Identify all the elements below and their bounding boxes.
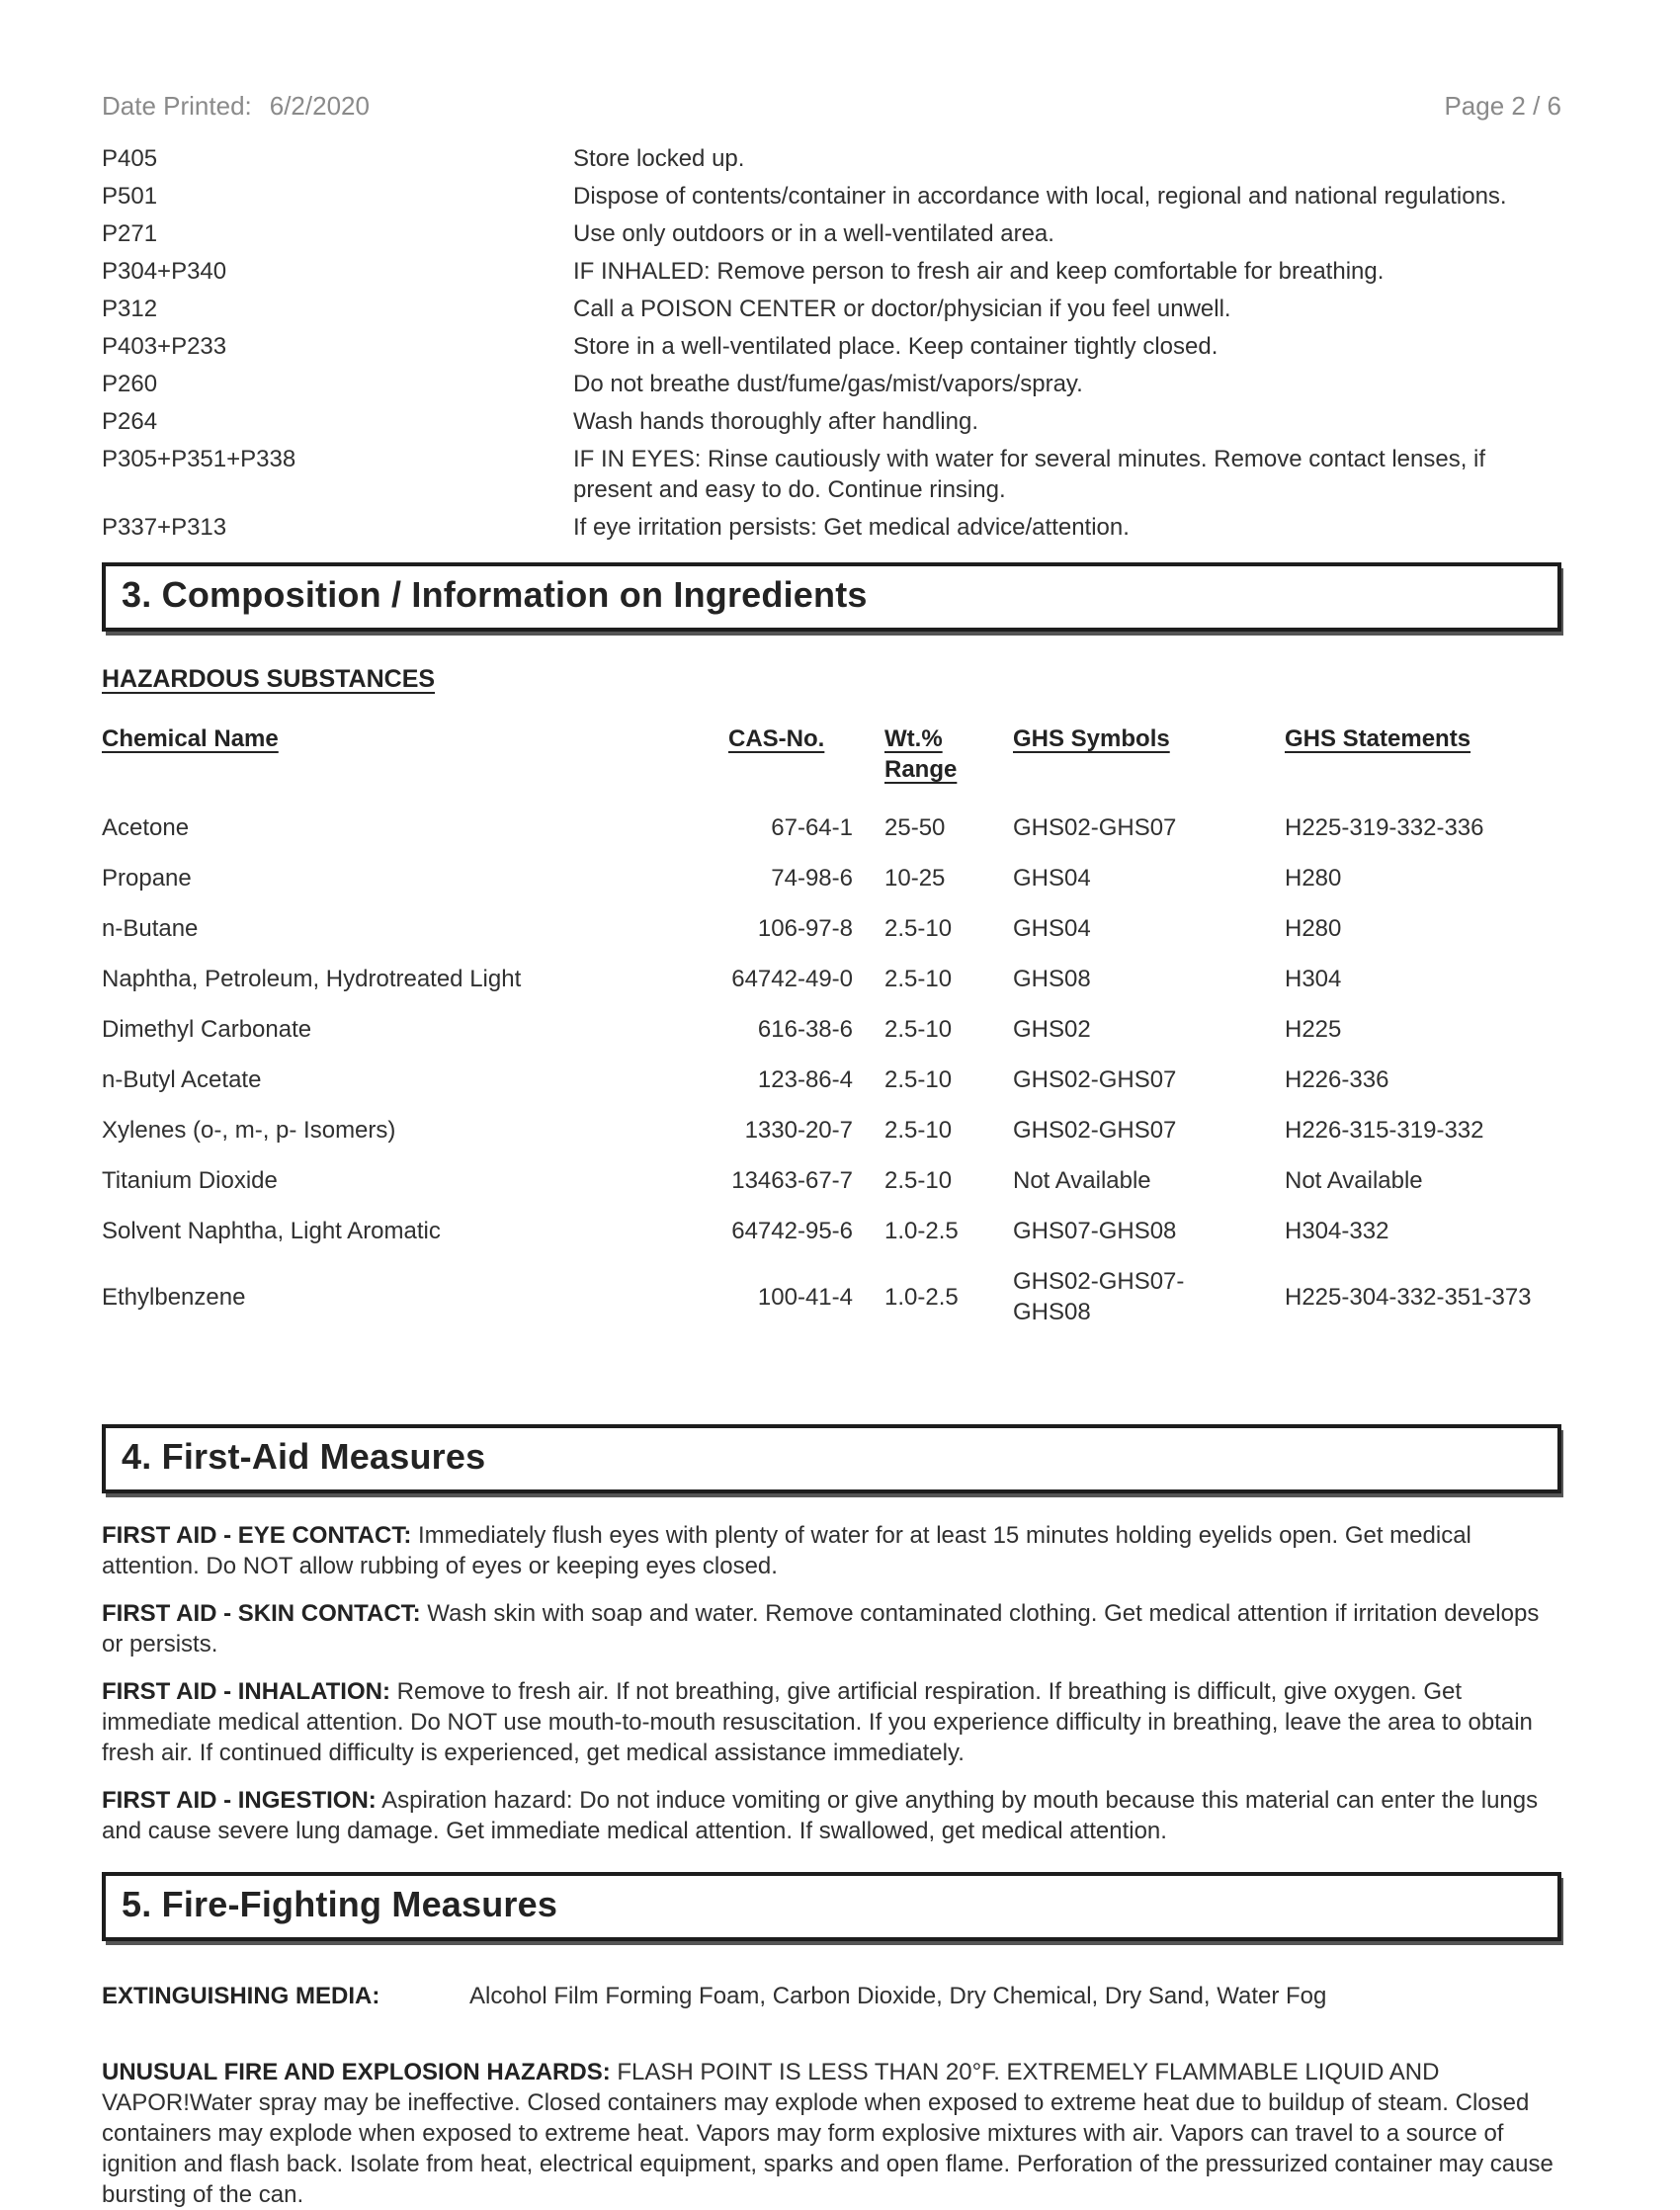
p-code: P271 bbox=[102, 220, 158, 247]
ingredient-ghs-symbols: GHS02-GHS07-GHS08 bbox=[1013, 1268, 1185, 1325]
ingredient-row bbox=[102, 1266, 1561, 1327]
p-statement: Dispose of contents/container in accordance with local, regional and national regulations. bbox=[573, 183, 1507, 210]
unusual-hazards-text: FLASH POINT IS LESS THAN 20°F. EXTREMELY FLAMMABLE LIQUID AND VAPOR!Water spray may be ineffective. Closed containers may explode when exposed to extreme heat due to buildup of steam. Closed containers may explode when exposed to extreme heat. Vapors may form explosive mixtures with air. Vapors can travel to a source of ignition and flash back. Isolate from heat, electrical equipment, sparks and open flame. Perforation of the pressurized container may cause bursting of the can. bbox=[102, 2059, 1554, 2208]
p-code: P305+P351+P338 bbox=[102, 446, 296, 472]
p-statement: Do not breathe dust/fume/gas/mist/vapors/spray. bbox=[573, 371, 1083, 397]
ingredients-table-header bbox=[102, 723, 1561, 785]
ingredient-cas-no: 106-97-8 bbox=[757, 915, 853, 942]
extinguishing-media-value: Alcohol Film Forming Foam, Carbon Dioxide, Dry Chemical, Dry Sand, Water Fog bbox=[469, 1983, 1327, 2009]
ingredient-chemical-name: n-Butane bbox=[102, 915, 199, 942]
ingredient-ghs-symbols: Not Available bbox=[1013, 1167, 1151, 1194]
ingredient-chemical-name: Acetone bbox=[102, 814, 190, 841]
unusual-hazards-label: UNUSUAL FIRE AND EXPLOSION HAZARDS: bbox=[102, 2059, 611, 2085]
section-5-header bbox=[102, 1872, 1561, 1941]
precautionary-statement-row bbox=[102, 406, 1561, 437]
ingredient-ghs-statements: H225-304-332-351-373 bbox=[1285, 1283, 1532, 1311]
ingredient-row bbox=[102, 1014, 1561, 1045]
p-statement: IF IN EYES: Rinse cautiously with water for several minutes. Remove contact lenses, if present and easy to do. Continue rinsing. bbox=[573, 446, 1486, 503]
page-number: Page 2 / 6 bbox=[1444, 91, 1561, 121]
ingredient-wt-range: 10-25 bbox=[884, 865, 946, 892]
ingredient-ghs-symbols: GHS02-GHS07 bbox=[1013, 1066, 1177, 1093]
ingredient-ghs-symbols: GHS07-GHS08 bbox=[1013, 1218, 1177, 1244]
date-printed-label: Date Printed: bbox=[102, 91, 252, 121]
ingredient-wt-range: 2.5-10 bbox=[884, 915, 953, 942]
unusual-hazards-paragraph bbox=[102, 2057, 1561, 2210]
ingredient-row bbox=[102, 812, 1561, 843]
precautionary-statement-row bbox=[102, 369, 1561, 399]
page-header bbox=[102, 91, 1561, 122]
col-header-wt-range: Wt.% Range bbox=[884, 725, 958, 783]
ingredient-chemical-name: Dimethyl Carbonate bbox=[102, 1016, 312, 1043]
ingredient-ghs-symbols: GHS04 bbox=[1013, 865, 1091, 892]
ingredient-wt-range: 1.0-2.5 bbox=[884, 1218, 959, 1244]
ingredient-wt-range: 2.5-10 bbox=[884, 1016, 953, 1043]
ingredient-cas-no: 64742-95-6 bbox=[731, 1218, 853, 1244]
section-5-title: 5. Fire-Fighting Measures bbox=[122, 1884, 558, 1924]
p-statement: Call a POISON CENTER or doctor/physician if you feel unwell. bbox=[573, 296, 1231, 322]
hazardous-substances-heading: HAZARDOUS SUBSTANCES bbox=[102, 665, 436, 693]
p-statement: Store locked up. bbox=[573, 145, 745, 172]
first-aid-text: Remove to fresh air. If not breathing, give artificial respiration. If breathing is difficult, give oxygen. Get immediate medical attention. Do NOT use mouth-to-mouth resuscitation. If you experience difficulty in breathing, leave the area to obtain fresh air. If continued difficulty is experienced, get medical assistance immediately. bbox=[102, 1678, 1533, 1766]
p-statement: If eye irritation persists: Get medical advice/attention. bbox=[573, 514, 1130, 541]
p-code: P264 bbox=[102, 408, 158, 435]
ingredient-row bbox=[102, 863, 1561, 893]
ingredient-ghs-statements: H226-315-319-332 bbox=[1285, 1117, 1484, 1144]
ingredient-wt-range: 2.5-10 bbox=[884, 1167, 953, 1194]
ingredient-row bbox=[102, 1115, 1561, 1146]
p-statement: Use only outdoors or in a well-ventilated area. bbox=[573, 220, 1054, 247]
precautionary-statement-row bbox=[102, 444, 1561, 505]
ingredient-ghs-statements: H225 bbox=[1285, 1016, 1342, 1043]
ingredient-chemical-name: Xylenes (o-, m-, p- Isomers) bbox=[102, 1117, 396, 1144]
p-code: P337+P313 bbox=[102, 514, 227, 541]
p-code: P304+P340 bbox=[102, 258, 227, 285]
first-aid-paragraphs bbox=[102, 1520, 1561, 1846]
first-aid-text: Immediately flush eyes with plenty of water for at least 15 minutes holding eyelids open. Get medical attention. Do NOT allow rubbing of eyes or keeping eyes closed. bbox=[102, 1522, 1471, 1579]
p-statement: Wash hands thoroughly after handling. bbox=[573, 408, 979, 435]
first-aid-paragraph bbox=[102, 1598, 1561, 1659]
ingredient-ghs-symbols: GHS02-GHS07 bbox=[1013, 814, 1177, 841]
ingredient-chemical-name: n-Butyl Acetate bbox=[102, 1066, 262, 1093]
precautionary-statement-row bbox=[102, 512, 1561, 543]
ingredient-cas-no: 13463-67-7 bbox=[731, 1167, 853, 1194]
date-printed bbox=[102, 91, 370, 122]
first-aid-paragraph bbox=[102, 1676, 1561, 1768]
ingredient-cas-no: 123-86-4 bbox=[757, 1066, 853, 1093]
ingredient-wt-range: 1.0-2.5 bbox=[884, 1283, 959, 1311]
p-code: P312 bbox=[102, 296, 158, 322]
ingredient-wt-range: 25-50 bbox=[884, 814, 946, 841]
col-header-chemical-name: Chemical Name bbox=[102, 725, 279, 752]
ingredient-ghs-symbols: GHS02-GHS07 bbox=[1013, 1117, 1177, 1144]
ingredient-wt-range: 2.5-10 bbox=[884, 1066, 953, 1093]
ingredient-wt-range: 2.5-10 bbox=[884, 1117, 953, 1144]
p-code: P260 bbox=[102, 371, 158, 397]
precautionary-statement-row bbox=[102, 256, 1561, 287]
extinguishing-media-row bbox=[102, 1981, 1561, 2011]
ingredient-row bbox=[102, 964, 1561, 994]
ingredient-cas-no: 100-41-4 bbox=[757, 1283, 853, 1311]
first-aid-paragraph bbox=[102, 1785, 1561, 1846]
precautionary-statement-row bbox=[102, 218, 1561, 249]
p-code: P405 bbox=[102, 145, 158, 172]
ingredient-ghs-symbols: GHS04 bbox=[1013, 915, 1091, 942]
ingredient-ghs-statements: H226-336 bbox=[1285, 1066, 1389, 1093]
ingredient-ghs-symbols: GHS02 bbox=[1013, 1016, 1091, 1043]
first-aid-label: FIRST AID - INGESTION: bbox=[102, 1787, 377, 1814]
ingredient-chemical-name: Solvent Naphtha, Light Aromatic bbox=[102, 1218, 441, 1244]
p-code: P501 bbox=[102, 183, 158, 210]
ingredient-row bbox=[102, 913, 1561, 944]
ingredient-ghs-statements: H304 bbox=[1285, 966, 1342, 992]
ingredients-table-body bbox=[102, 812, 1561, 1327]
col-header-ghs-statements: GHS Statements bbox=[1285, 725, 1471, 752]
first-aid-text: Wash skin with soap and water. Remove contaminated clothing. Get medical attention if irritation develops or persists. bbox=[102, 1600, 1540, 1658]
extinguishing-media-label: EXTINGUISHING MEDIA: bbox=[102, 1983, 380, 2009]
p-code: P403+P233 bbox=[102, 333, 227, 360]
ingredient-ghs-statements: H304-332 bbox=[1285, 1218, 1389, 1244]
ingredient-row bbox=[102, 1064, 1561, 1095]
first-aid-paragraph bbox=[102, 1520, 1561, 1581]
section-3-header bbox=[102, 562, 1561, 632]
p-statement: Store in a well-ventilated place. Keep container tightly closed. bbox=[573, 333, 1218, 360]
ingredient-wt-range: 2.5-10 bbox=[884, 966, 953, 992]
ingredient-cas-no: 64742-49-0 bbox=[731, 966, 853, 992]
col-header-cas-no: CAS-No. bbox=[728, 725, 825, 752]
ingredient-ghs-statements: Not Available bbox=[1285, 1167, 1423, 1194]
ingredient-row bbox=[102, 1216, 1561, 1246]
ingredient-ghs-statements: H280 bbox=[1285, 865, 1342, 892]
first-aid-text: Aspiration hazard: Do not induce vomiting or give anything by mouth because this material can enter the lungs and cause severe lung damage. Get immediate medical attention. If swallowed, get medical attention. bbox=[102, 1787, 1539, 1844]
ingredient-chemical-name: Ethylbenzene bbox=[102, 1283, 246, 1311]
ingredient-cas-no: 67-64-1 bbox=[771, 814, 853, 841]
section-4-header bbox=[102, 1424, 1561, 1493]
precautionary-statement-row bbox=[102, 181, 1561, 212]
precautionary-statement-row bbox=[102, 331, 1561, 362]
first-aid-label: FIRST AID - SKIN CONTACT: bbox=[102, 1600, 421, 1627]
precautionary-statement-row bbox=[102, 143, 1561, 174]
date-printed-value: 6/2/2020 bbox=[269, 91, 370, 121]
section-4-title: 4. First-Aid Measures bbox=[122, 1436, 486, 1477]
ingredient-chemical-name: Titanium Dioxide bbox=[102, 1167, 278, 1194]
first-aid-label: FIRST AID - INHALATION: bbox=[102, 1678, 390, 1705]
first-aid-label: FIRST AID - EYE CONTACT: bbox=[102, 1522, 412, 1549]
ingredient-chemical-name: Propane bbox=[102, 865, 192, 892]
precautionary-statements bbox=[102, 143, 1561, 543]
section-3-title: 3. Composition / Information on Ingredients bbox=[122, 574, 868, 615]
ingredient-chemical-name: Naphtha, Petroleum, Hydrotreated Light bbox=[102, 966, 522, 992]
ingredient-ghs-symbols: GHS08 bbox=[1013, 966, 1091, 992]
ingredient-row bbox=[102, 1165, 1561, 1196]
ingredient-ghs-statements: H225-319-332-336 bbox=[1285, 814, 1484, 841]
precautionary-statement-row bbox=[102, 294, 1561, 324]
ingredient-cas-no: 616-38-6 bbox=[757, 1016, 853, 1043]
col-header-ghs-symbols: GHS Symbols bbox=[1013, 725, 1170, 752]
ingredient-ghs-statements: H280 bbox=[1285, 915, 1342, 942]
p-statement: IF INHALED: Remove person to fresh air and keep comfortable for breathing. bbox=[573, 258, 1385, 285]
ingredient-cas-no: 74-98-6 bbox=[771, 865, 853, 892]
ingredient-cas-no: 1330-20-7 bbox=[744, 1117, 853, 1144]
